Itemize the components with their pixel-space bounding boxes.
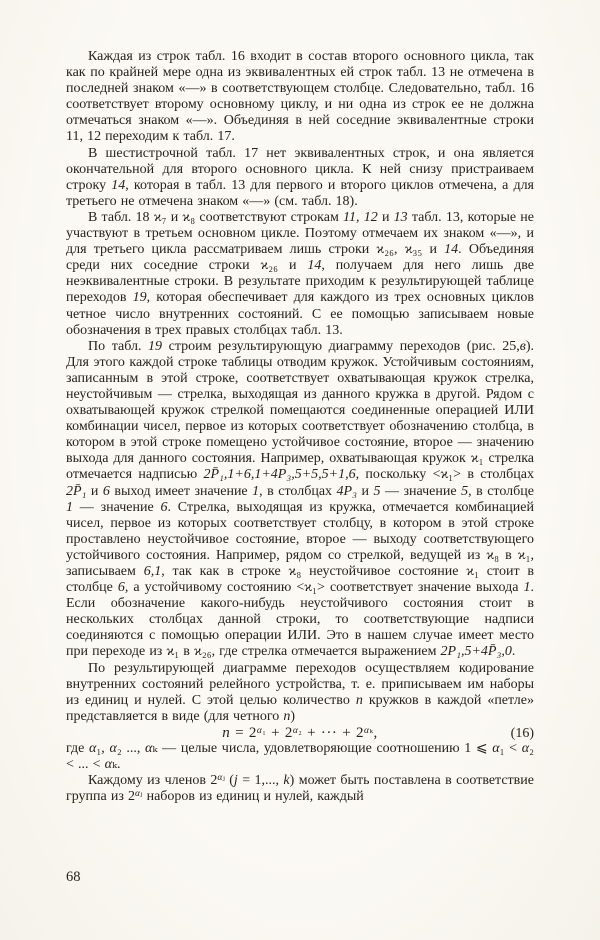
equation-16-number: (16) [510, 725, 534, 741]
page-number: 68 [66, 869, 81, 885]
paragraph-1: Каждая из строк табл. 16 входит в состав второго основного цикла, так как по крайней мере одна из эквивалентных ей строк табл. 13 не отмечена в последней знаком «—» в соответствующем столбце. Следовательно, табл. 16 соответствует второму основному циклу, и ни одна из строк ее не должна отмечаться знаком «—». Объединяя в ней соседние эквивалентные строки 11, 12 переходим к табл. 17. [66, 49, 534, 145]
paragraph-3: В табл. 18 ϰ₇ и ϰ₈ соответствуют строкам 11, 12 и 13 табл. 13, которые не участвуют в третьем основном цикле. Поэтому отмечаем их знаком «—», и для третьего цикла рассматриваем лишь строки ϰ₂₆, ϰ₃₅ и 14. Объединяя среди них соседние строки ϰ₂₆ и 14, получаем для него лишь две неэквивалентные строки. В результате приходим к результирующей таблице переходов 19, которая обеспечивает для каждого из трех основных циклов четное число внутренних состояний. С ее помощью записываем новые обозначения в трех правых столбцах табл. 13. [66, 209, 534, 338]
equation-16-body: $n = 2^{\alpha_1} + 2^{\alpha_2}$ + ··· + $2^{\alpha_k}$, [222, 724, 378, 741]
equation-16 [66, 725, 534, 741]
page-body [66, 49, 534, 805]
paragraph-2: В шестистрочной табл. 17 нет эквивалентных строк, и она является окончательной для второго основного цикла. К ней снизу пристраиваем строку 14, которая в табл. 13 для первого и второго циклов отмечена, а для третьего не отмечена знаком «—» (см. табл. 18). [66, 145, 534, 209]
paragraph-5: По результирующей диаграмме переходов осуществляем кодирование внутренних состояний релейного устройства, т. е. приписываем им наборы из единиц и нулей. С этой целью количество n кружков в каждой «петле» представляется в виде (для четного n) [66, 660, 534, 724]
paragraph-6: где α₁, α₂ ..., αₖ — целые числа, удовлетворяющие соотношению 1 ⩽ α₁ < α₂ < ... < αₖ. [66, 741, 534, 773]
paragraph-7: Каждому из членов $2^{\alpha ⱼ}$ (j = 1,..., k) может быть поставлена в соответствие группа из $2^{\alpha ⱼ}$ наборов из единиц и нулей, каждый [66, 772, 534, 805]
paragraph-4: По табл. 19 строим результирующую диаграмму переходов (рис. 25,в). Для этого каждой строке таблицы отводим кружок. Устойчивым состояниям, записанным в этой строке, соответствует охватывающая кружок стрелка, неустойчивым — стрелка, выходящая из данного кружка в другой. Рядом с охватывающей кружок стрелкой помещаются соединенные операцией ИЛИ комбинации чисел, первое из которых соответствует обозначению столбца, в котором в этой строке помещено устойчивое состояние, второе — значению выхода для данного состояния. Например, охватывающая кружок ϰ₁ стрелка отмечается надписью 2P̄₁,1+6,1+4P₃,5+5,5+1,6, поскольку <ϰ₁> в столбцах 2P̄₁ и 6 выход имеет значение 1, в столбцах 4P₃ и 5 — значение 5, в столбце 1 — значение 6. Стрелка, выходящая из кружка, отмечается комбинацией чисел, первое из которых соответствует столбцу, в котором в этой строке проставлено неустойчивое состояние, второе — выходу соответствующего устойчивого состояния. Например, рядом со стрелкой, ведущей из ϰ₈ в ϰ₁, записываем 6,1, так как в строке ϰ₈ неустойчивое состояние ϰ₁ стоит в столбце 6, а устойчивому состоянию <ϰ₁> соответствует значение выхода 1. Если обозначение какого-нибудь неустойчивого состояния стоит в нескольких столбцах данной строки, то соответствующие надписи соединяются с помощью операции ИЛИ. Это в нашем случае имеет место при переходе из ϰ₁ в ϰ₂₆, где стрелка отмечается выражением 2P₁,5+4P̄₃,0. [66, 338, 535, 660]
